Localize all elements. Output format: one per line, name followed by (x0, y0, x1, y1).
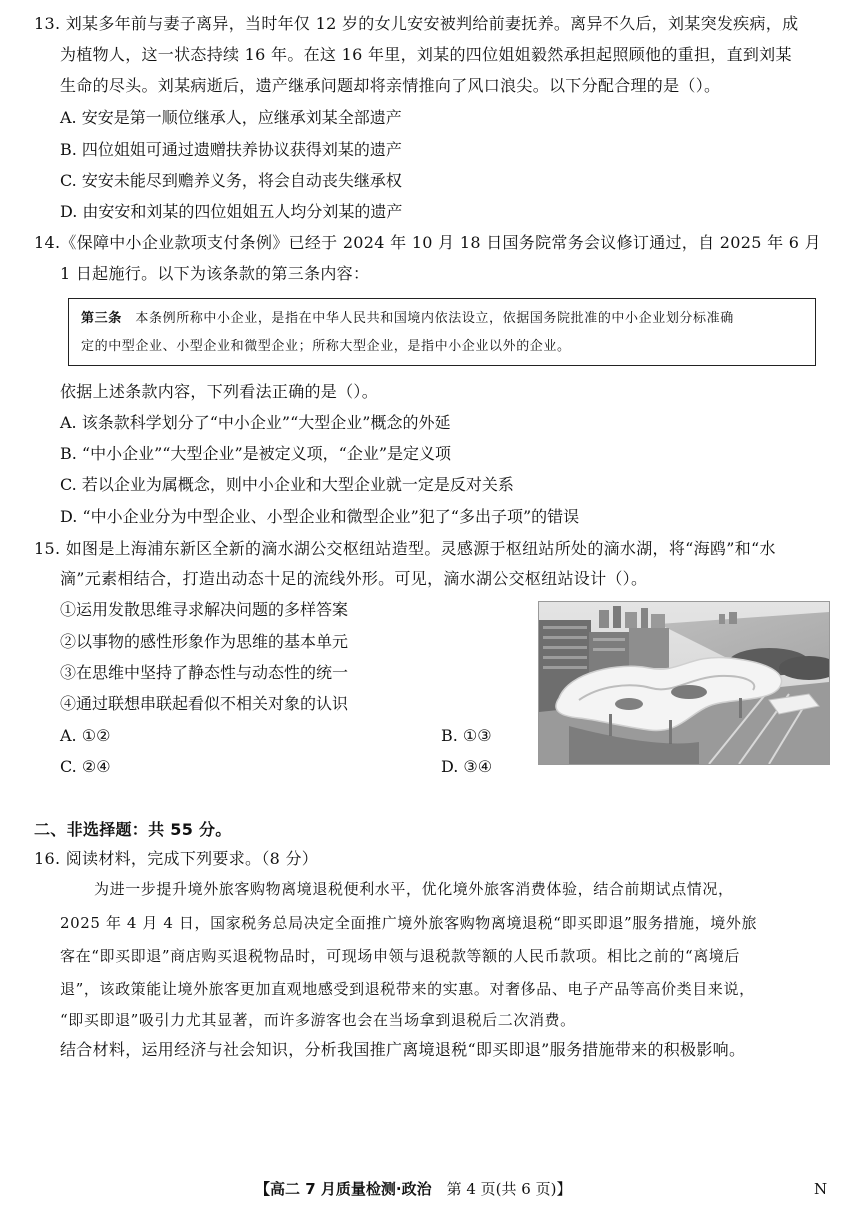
q15-option-c: C. ②④ (60, 757, 111, 776)
q14-option-a: A. 该条款科学划分了“中小企业”“大型企业”概念的外延 (60, 413, 451, 432)
q16-material-line-3: 客在“即买即退”商店购买退税物品时，可现场申领与退税款等额的人民币款项。相比之前的“离境后 (60, 947, 741, 965)
bus-hub-illustration (539, 602, 829, 764)
q16-requirement: 结合材料，运用经济与社会知识，分析我国推广离境退税“即买即退”服务措施带来的积极影响。 (60, 1040, 746, 1059)
q15-item-3: ③在思维中坚持了静态性与动态性的统一 (60, 663, 349, 682)
q13-option-a: A. 安安是第一顺位继承人，应继承刘某全部遗产 (60, 108, 402, 127)
q15-option-d: D. ③④ (441, 757, 493, 776)
q15-line-1: 15. 如图是上海浦东新区全新的滴水湖公交枢纽站造型。灵感源于枢纽站所处的滴水湖，将“海鸥”和“水 (34, 539, 776, 558)
footer-version-letter: N (814, 1180, 828, 1198)
q13-line-3: 生命的尽头。刘某病逝后，遗产继承问题却将亲情推向了风口浪尖。以下分配合理的是（）。 (60, 76, 721, 95)
q15-item-2: ②以事物的感性形象作为思维的基本单元 (60, 632, 349, 651)
q16-title: 16. 阅读材料，完成下列要求。（8 分） (34, 849, 319, 868)
q16-material-line-4: 退”，该政策能让境外旅客更加直观地感受到退税带来的实惠。对奢侈品、电子产品等高价类目来说， (60, 980, 755, 998)
q13-option-b: B. 四位姐姐可通过遗赠扶养协议获得刘某的遗产 (60, 140, 402, 159)
clause-line-2: 定的中型企业、小型企业和微型企业；所称大型企业，是指中小企业以外的企业。 (81, 339, 571, 354)
q14-prompt: 依据上述条款内容，下列看法正确的是（）。 (60, 382, 379, 401)
q16-material-line-2: 2025 年 4 月 4 日，国家税务总局决定全面推广境外旅客购物离境退税“即买即退”服务措施，境外旅 (60, 914, 758, 932)
section-two-heading: 二、非选择题：共 55 分。 (34, 820, 232, 839)
bus-hub-photo (538, 601, 830, 765)
clause-line-1: 第三条 本条例所称中小企业，是指在中华人民共和国境内依法设立，依据国务院批准的中小企业划分标准确 (81, 311, 734, 326)
q13-line-2: 为植物人，这一状态持续 16 年。在这 16 年里，刘某的四位姐姐毅然承担起照顾他的重担，直到刘某 (60, 45, 792, 64)
page-footer (255, 1178, 571, 1200)
q14-option-b: B. “中小企业”“大型企业”是被定义项，“企业”是定义项 (60, 444, 452, 463)
q14-option-c: C. 若以企业为属概念，则中小企业和大型企业就一定是反对关系 (60, 475, 514, 494)
q14-line-1: 14.《保障中小企业款项支付条例》已经于 2024 年 10 月 18 日国务院常务会议修订通过，自 2025 年 6 月 (34, 233, 821, 252)
q13-line-1: 13. 刘某多年前与妻子离异，当时年仅 12 岁的女儿安安被判给前妻抚养。离异不久后，刘某突发疾病，成 (34, 14, 799, 33)
footer-exam-name: 【高二 7 月质量检测·政治 (255, 1180, 447, 1198)
q16-material-line-5: “即买即退”吸引力尤其显著，而许多游客也会在当场拿到退税后二次消费。 (60, 1011, 576, 1029)
q15-option-a: A. ①② (60, 726, 111, 745)
footer-page-number: 第 4 页(共 6 页)】 (446, 1180, 572, 1198)
q15-item-1: ①运用发散思维寻求解决问题的多样答案 (60, 600, 349, 619)
q13-option-d: D. 由安安和刘某的四位姐姐五人均分刘某的遗产 (60, 202, 403, 221)
q15-item-4: ④通过联想串联起看似不相关对象的认识 (60, 694, 349, 713)
clause-heading: 第三条 (81, 311, 122, 326)
q15-option-b: B. ①③ (441, 726, 492, 745)
q13-option-c: C. 安安未能尽到赡养义务，将会自动丧失继承权 (60, 171, 402, 190)
q14-line-2: 1 日起施行。以下为该条款的第三条内容： (60, 264, 370, 283)
q16-material-line-1: 为进一步提升境外旅客购物离境退税便利水平，优化境外旅客消费体验，结合前期试点情况， (94, 880, 734, 898)
q15-line-2: 滴”元素相结合，打造出动态十足的流线外形。可见，滴水湖公交枢纽站设计（）。 (60, 569, 648, 588)
q14-option-d: D. “中小企业分为中型企业、小型企业和微型企业”犯了“多出子项”的错误 (60, 507, 580, 526)
clause-box (68, 298, 816, 366)
